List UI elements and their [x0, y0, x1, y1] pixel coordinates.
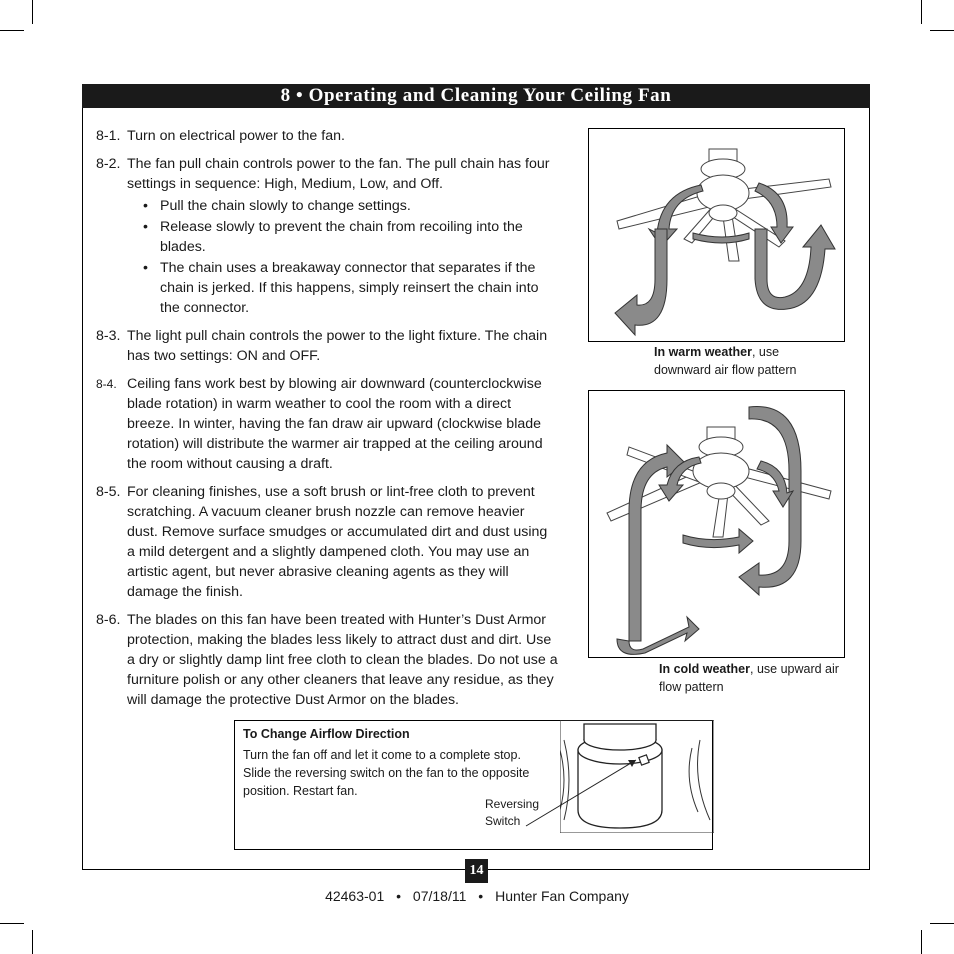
footer-separator: • [396, 888, 402, 904]
crop-mark [930, 30, 954, 31]
bullet-list [127, 196, 558, 318]
caption-text: , use upward air flow pattern [659, 662, 839, 694]
step-text: For cleaning finishes, use a soft brush or lint-free cloth to prevent scratching. A vacuum cleaner brush nozzle can remove heavier dust. Remove surface smudges or accumulated dirt and dust using a mild detergent and a slightly dampened cloth. You may use an artistic agent, but never abrasive cleaning agents as they will damage the finish. [127, 484, 548, 600]
fan-upward-airflow-icon [589, 391, 845, 658]
caption-bold: In cold weather [659, 662, 750, 676]
crop-mark [32, 930, 33, 954]
step-number: 8-5. [96, 484, 121, 500]
airflow-instructions: Turn the fan off and let it come to a complete stop. Slide the reversing switch on the fan to the opposite position. Restart fan. [243, 748, 530, 798]
step-8-2 [96, 154, 558, 318]
step-8-4 [96, 374, 558, 474]
crop-mark [0, 30, 24, 31]
crop-mark [921, 930, 922, 954]
crop-mark [921, 0, 922, 24]
reversing-switch-label: Reversing Switch [485, 797, 540, 828]
list-item: • Release slowly to prevent the chain from recoiling into the blades. [127, 217, 558, 257]
warm-weather-caption [654, 343, 834, 379]
step-8-6 [96, 610, 558, 710]
cold-weather-caption [659, 660, 839, 696]
caption-bold: In warm weather [654, 345, 752, 359]
step-8-5 [96, 482, 558, 602]
page-number: 14 [465, 859, 488, 883]
list-item: • The chain uses a breakaway connector that separates if the chain is jerked. If this happens, simply reinsert the chain into the connector. [127, 258, 558, 318]
step-text: The light pull chain controls the power to the light fixture. The chain has two settings: ON and OFF. [127, 328, 548, 364]
step-8-3 [96, 326, 558, 366]
footer-company: Hunter Fan Company [495, 888, 629, 904]
step-number: 8-2. [96, 156, 121, 172]
page-footer [0, 888, 954, 904]
crop-mark [32, 0, 33, 24]
step-text: The fan pull chain controls power to the fan. The pull chain has four settings in sequence: High, Medium, Low, and Off. [127, 156, 550, 192]
cold-weather-illustration [588, 390, 845, 658]
step-text: The blades on this fan have been treated with Hunter’s Dust Armor protection, making the blades less likely to attract dust and dirt. Use a dry or slightly damp lint free cloth to clean the blades. Do not use a furniture polish or any other cleaners that leave any residue, as they will damage the protective Dust Armor on the blades. [127, 612, 558, 708]
step-8-1 [96, 126, 558, 146]
airflow-title: To Change Airflow Direction [243, 727, 410, 741]
crop-mark [0, 923, 24, 924]
step-number: 8-6. [96, 612, 121, 628]
footer-date: 07/18/11 [412, 888, 467, 904]
list-item: • Pull the chain slowly to change settings. [127, 196, 558, 216]
step-number: 8-4. [96, 377, 117, 391]
step-text: Turn on electrical power to the fan. [127, 128, 345, 144]
warm-weather-illustration [588, 128, 845, 342]
step-number: 8-3. [96, 328, 121, 344]
step-number: 8-1. [96, 128, 121, 144]
instructions [96, 126, 558, 718]
footer-part-number: 42463-01 [325, 888, 385, 904]
fan-downward-airflow-icon [589, 129, 845, 342]
footer-separator: • [478, 888, 484, 904]
caption-text: , use downward air flow pattern [654, 345, 797, 377]
reversing-switch-pointer [520, 750, 650, 840]
page-title: 8 • Operating and Cleaning Your Ceiling Fan [82, 84, 870, 108]
crop-mark [930, 923, 954, 924]
step-text: Ceiling fans work best by blowing air downward (counterclockwise blade rotation) in warm weather to cool the room with a direct breeze. In winter, having the fan draw air upward (clockwise blade rotation) will distribute the warmer air trapped at the ceiling around the room without causing a draft. [127, 376, 543, 472]
